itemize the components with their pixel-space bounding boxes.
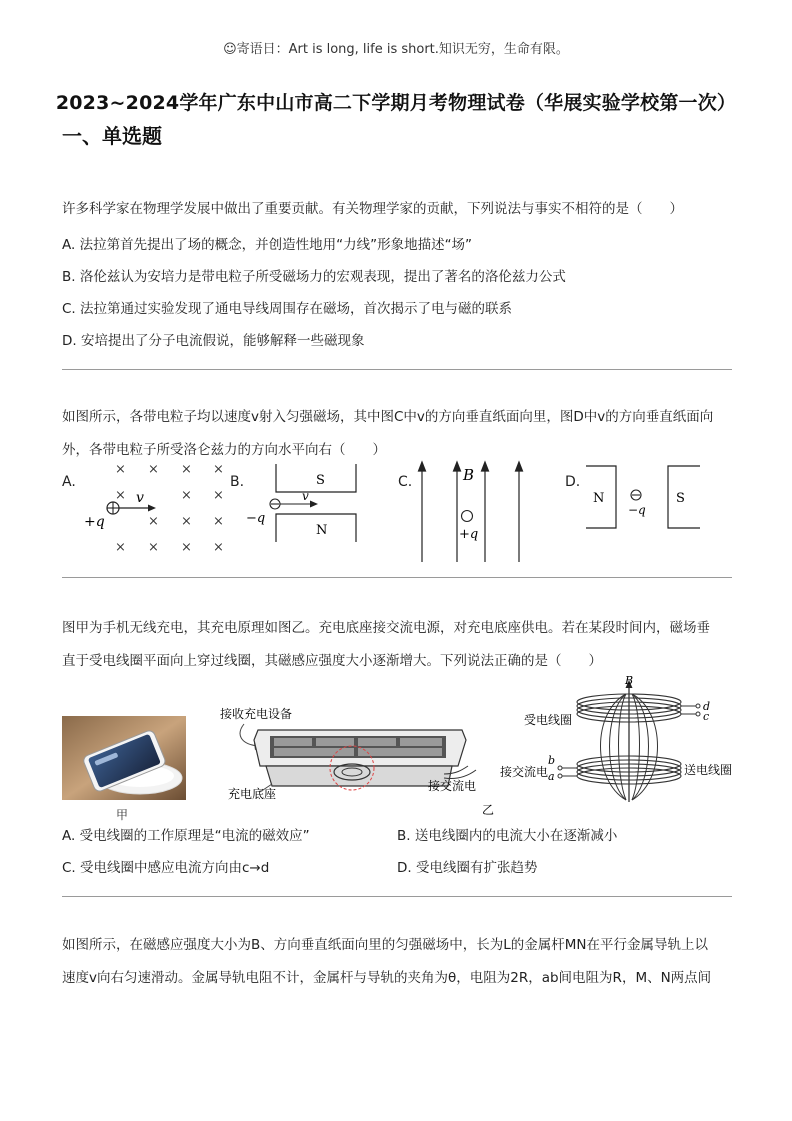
q2-figure-a (78, 458, 228, 560)
svg-text:+q: +q (459, 527, 479, 542)
charger-diagram (214, 700, 504, 818)
q3-option-c: C. 受电线圈中感应电流方向由c→d (62, 860, 270, 876)
figure-label-jia: 甲 (116, 808, 129, 822)
velocity-label: v (136, 490, 144, 506)
svg-text:送电线圈: 送电线圈 (684, 763, 733, 777)
svg-text:接交流电: 接交流电 (500, 765, 549, 779)
cross-mark: × (115, 540, 126, 555)
cross-mark: × (115, 462, 126, 477)
wireless-charger-photo (62, 716, 186, 800)
q3-option-a: A. 受电线圈的工作原理是“电流的磁效应” (62, 828, 310, 844)
cross-mark: × (148, 540, 159, 555)
q2-stem-line1: 如图所示，各带电粒子均以速度v射入匀强磁场，其中图C中v的方向垂直纸面向里，图D中v的方向垂直纸面向 (62, 409, 714, 425)
svg-text:N: N (316, 523, 328, 538)
page-title: 2023~2024学年广东中山市高二下学期月考物理试卷（华展实验学校第一次） (55, 92, 737, 114)
q2-label-d: D. (565, 474, 581, 490)
cross-mark: × (148, 462, 159, 477)
field-label: B (625, 674, 634, 687)
cross-mark: × (181, 540, 192, 555)
charge-label: +q (84, 514, 105, 530)
q3-option-d: D. 受电线圈有扩张趋势 (397, 860, 538, 876)
q2-stem-line2: 外，各带电粒子所受洛仑兹力的方向水平向右（ ） (62, 442, 386, 458)
svg-text:充电底座: 充电底座 (228, 787, 277, 801)
svg-text:v: v (302, 489, 309, 503)
svg-text:N: N (593, 491, 605, 506)
q3-stem-line2: 直于受电线圈平面向上穿过线圈，其磁感应强度大小逐渐增大。下列说法正确的是（ ） (62, 653, 602, 669)
divider (62, 577, 732, 578)
coil-diagram (500, 672, 738, 812)
cross-mark: × (115, 488, 126, 503)
cross-mark: × (148, 514, 159, 529)
svg-text:接收充电设备: 接收充电设备 (220, 707, 293, 721)
divider (62, 896, 732, 897)
q1-option-c: C. 法拉第通过实验发现了通电导线周围存在磁场，首次揭示了电与磁的联系 (62, 301, 513, 317)
q1-option-a: A. 法拉第首先提出了场的概念，并创造性地用“力线”形象地描述“场” (62, 237, 473, 253)
q3-option-b: B. 送电线圈内的电流大小在逐渐减小 (397, 828, 618, 844)
figure-label-yi: 乙 (482, 803, 495, 817)
q1-stem: 许多科学家在物理学发展中做出了重要贡献。有关物理学家的贡献，下列说法与事实不相符的是（ ） (62, 201, 683, 217)
svg-text:d: d (703, 700, 711, 713)
cross-mark: × (181, 462, 192, 477)
svg-text:S: S (316, 473, 325, 488)
svg-text:−q: −q (246, 511, 266, 526)
q1-option-b: B. 洛伦兹认为安培力是带电粒子所受磁场力的宏观表现，提出了著名的洛伦兹力公式 (62, 269, 566, 285)
cross-mark: × (213, 462, 224, 477)
q2-figure-c (412, 458, 532, 564)
cross-mark: × (181, 514, 192, 529)
cross-mark: × (181, 488, 192, 503)
q2-figure-b (244, 462, 362, 548)
q1-option-d: D. 安培提出了分子电流假说，能够解释一些磁现象 (62, 333, 365, 349)
q2-label-a: A. (62, 474, 76, 490)
charge-icon (462, 511, 473, 522)
svg-text:c: c (703, 710, 710, 723)
svg-text:S: S (676, 491, 685, 506)
q4-stem-line1: 如图所示，在磁感应强度大小为B、方向垂直纸面向里的匀强磁场中，长为L的金属杆MN在平行金属导轨上以 (62, 937, 709, 953)
header-motto: ☺寄语日：Art is long, life is short.知识无穷，生命有限。 (223, 42, 569, 57)
cross-mark: × (213, 540, 224, 555)
q3-stem-line1: 图甲为手机无线充电，其充电原理如图乙。充电底座接交流电源，对充电底座供电。若在某段时间内，磁场垂 (62, 620, 710, 636)
svg-text:b: b (548, 754, 556, 767)
q4-stem-line2: 速度v向右匀速滑动。金属导轨电阻不计，金属杆与导轨的夹角为θ，电阻为2R，ab间电阻为R，M、N两点间 (62, 970, 712, 986)
q2-label-c: C. (398, 474, 413, 490)
svg-text:−q: −q (628, 503, 646, 517)
q2-label-b: B. (230, 474, 245, 490)
divider (62, 369, 732, 370)
svg-text:a: a (548, 770, 555, 783)
field-label: B (463, 466, 475, 484)
svg-text:接交流电: 接交流电 (428, 779, 477, 793)
q2-figure-d (584, 464, 702, 530)
section-heading: 一、单选题 (62, 124, 162, 148)
cross-mark: × (213, 488, 224, 503)
svg-text:受电线圈: 受电线圈 (524, 713, 573, 727)
cross-mark: × (213, 514, 224, 529)
